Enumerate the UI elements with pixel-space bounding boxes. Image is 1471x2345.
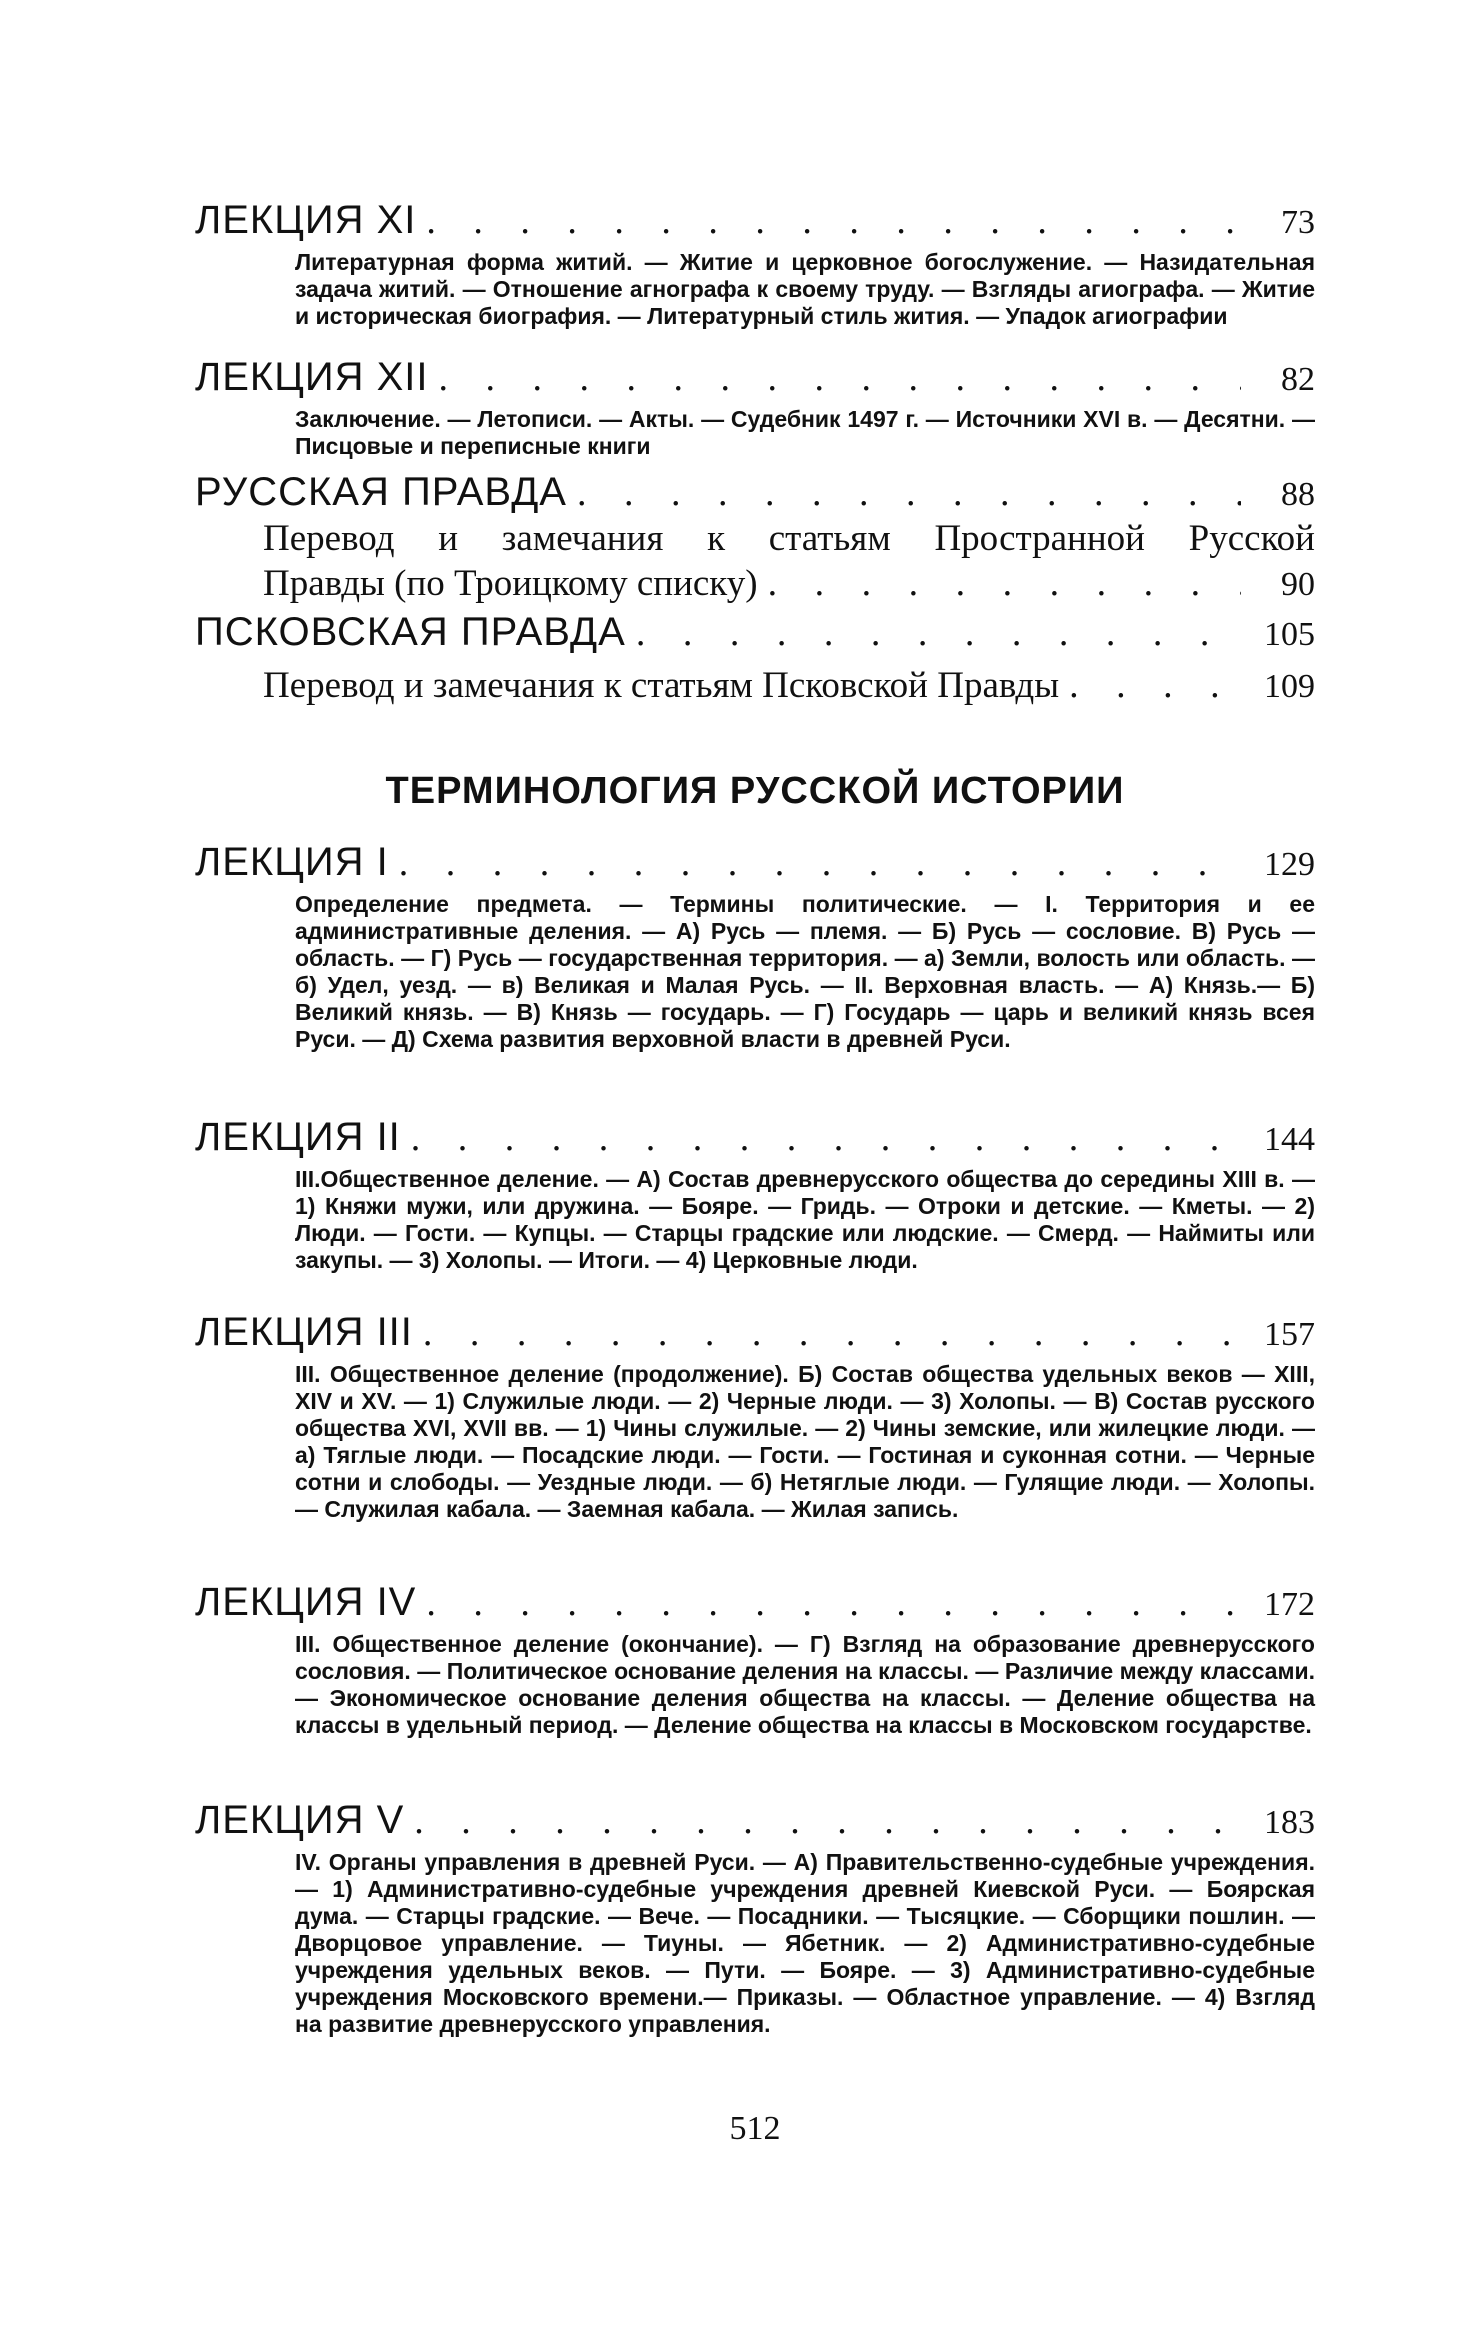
entry-summary: Заключение. — Летописи. — Акты. — Судебник 1497 г. — Источники XVI в. — Десятни. — Писцовые и переписные книги xyxy=(295,406,1315,459)
entry-page-number: 157 xyxy=(1264,1316,1315,1353)
subentry-page-number: 109 xyxy=(1264,668,1315,705)
entry-page-number: 73 xyxy=(1281,204,1315,241)
dot-leader xyxy=(414,1799,1241,1843)
dot-leader xyxy=(768,561,1241,605)
entry-title: ЛЕКЦИЯ I xyxy=(195,840,389,884)
entry-page-number: 183 xyxy=(1264,1804,1315,1841)
entry-title: РУССКАЯ ПРАВДА xyxy=(195,470,567,514)
dot-leader xyxy=(1069,663,1241,707)
footer-page-number: 512 xyxy=(729,2110,781,2147)
subentry-title-line1: Перевод и замечания к статьям Пространной Русской xyxy=(263,518,1315,559)
toc-entry-lecture-2 xyxy=(195,1115,1315,1274)
toc-entry-lecture-12 xyxy=(195,355,1315,460)
entry-page-number: 82 xyxy=(1281,361,1315,398)
entry-summary: III.Общественное деление. — А) Состав древнерусского общества до середины XIII в. — 1) Княжи мужи, или дружина. — Бояре. — Гридь. — Отроки и детские. — Кметы. — 2) Люди. — Гости. — Купцы. — Старцы градские или людские. — Смерд. — Наймиты или закупы. — 3) Холопы. — Итоги. — 4) Церковные люди. xyxy=(295,1166,1315,1273)
entry-title: ЛЕКЦИЯ IV xyxy=(195,1580,417,1624)
entry-title: ЛЕКЦИЯ XI xyxy=(195,198,417,242)
entry-page-number: 144 xyxy=(1264,1121,1315,1158)
toc-entry-lecture-1 xyxy=(195,840,1315,1053)
dot-leader xyxy=(423,1311,1241,1355)
entry-summary: III. Общественное деление (окончание). — Г) Взгляд на образование древнерусского сословия. — Политическое основание деления на классы. — Различие между классами. — Экономическое основание деления общества на классы. — Деление общества на классы в удельный период. — Деление общества на классы в Московском государстве. xyxy=(295,1631,1315,1738)
toc-entry-lecture-5 xyxy=(195,1798,1315,2038)
dot-leader xyxy=(426,199,1241,243)
toc-entry-russkaya-pravda xyxy=(195,470,1315,605)
entry-title: ЛЕКЦИЯ XII xyxy=(195,355,429,399)
entry-summary: Литературная форма житий. — Житие и церковное богослужение. — Назидательная задача житий. — Отношение агнографа к своему труду. — Взгляды агиографа. — Житие и историческая биография. — Литературный стиль жития. — Упадок агиографии xyxy=(295,249,1315,329)
entry-summary: IV. Органы управления в древней Руси. — А) Правительственно-судебные учреждения. — 1) Административно-судебные учреждения древней Киевской Руси. — Боярская дума. — Старцы градские. — Вече. — Посадники. — Тысяцкие. — Сборщики пошлин. — Дворцовое управление. — Тиуны. — Ябетник. — 2) Административно-судебные учреждения удельных веков. — Пути. — Бояре. — 3) Административно-судебные учреждения Московского времени.— Приказы. — Областное управление. — 4) Взгляд на развитие древнерусского управления. xyxy=(295,1849,1315,2037)
dot-leader xyxy=(411,1116,1241,1160)
toc-entry-lecture-11 xyxy=(195,198,1315,330)
entry-summary: III. Общественное деление (продолжение). Б) Состав общества удельных веков — XIII, XIV и XV. — 1) Служилые люди. — 2) Черные люди. — 3) Холопы. — В) Состав русского общества XVI, XVII вв. — 1) Чины служилые. — 2) Чины земские, или жилецкие люди. — а) Тяглые люди. — Посадские люди. — Гости. — Гостиная и суконная сотни. — Черные сотни и слободы. — Уездные люди. — б) Нетяглые люди. — Гулящие люди. — Холопы. — Служилая кабала. — Заемная кабала. — Жилая запись. xyxy=(295,1361,1315,1522)
subentry-title-line2: Правды (по Троицкому списку) xyxy=(263,563,758,604)
toc-page xyxy=(195,180,1315,2270)
toc-entry-lecture-4 xyxy=(195,1580,1315,1739)
entry-page-number: 129 xyxy=(1264,846,1315,883)
dot-leader xyxy=(636,611,1241,655)
entry-title: ЛЕКЦИЯ II xyxy=(195,1115,401,1159)
section-heading: ТЕРМИНОЛОГИЯ РУССКОЙ ИСТОРИИ xyxy=(385,770,1125,812)
subentry-title: Перевод и замечания к статьям Псковской Правды xyxy=(263,665,1060,706)
entry-title: ЛЕКЦИЯ III xyxy=(195,1310,413,1354)
toc-entry-lecture-3 xyxy=(195,1310,1315,1523)
dot-leader xyxy=(426,1581,1241,1625)
entry-page-number: 88 xyxy=(1281,476,1315,513)
subentry-page-number: 90 xyxy=(1281,566,1315,603)
dot-leader xyxy=(438,356,1241,400)
dot-leader xyxy=(577,471,1241,515)
entry-title: ЛЕКЦИЯ V xyxy=(195,1798,405,1842)
dot-leader xyxy=(399,841,1241,885)
toc-entry-pskovskaya-pravda xyxy=(195,610,1315,707)
entry-page-number: 172 xyxy=(1264,1586,1315,1623)
entry-title: ПСКОВСКАЯ ПРАВДА xyxy=(195,610,626,654)
entry-summary: Определение предмета. — Термины политические. — I. Территория и ее административные деления. — А) Русь — племя. — Б) Русь — сословие. В) Русь — область. — Г) Русь — государственная территория. — а) Земли, волость или область. — б) Удел, уезд. — в) Великая и Малая Русь. — II. Верховная власть. — А) Князь.— Б) Великий князь. — В) Князь — государь. — Г) Государь — царь и великий князь всея Руси. — Д) Схема развития верховной власти в древней Руси. xyxy=(295,891,1315,1052)
entry-page-number: 105 xyxy=(1264,616,1315,653)
